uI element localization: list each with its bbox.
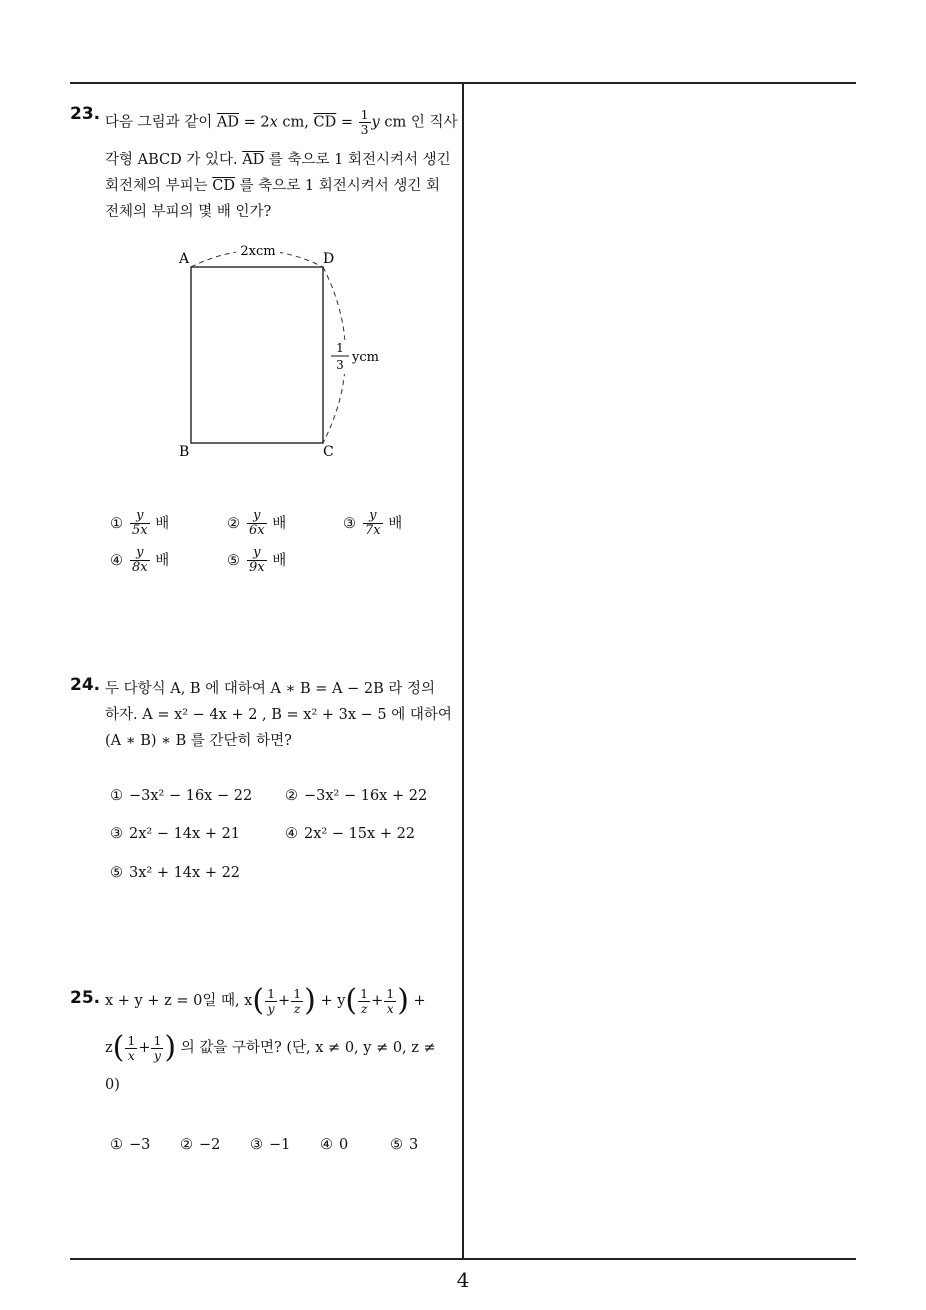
question-25-line-3: 0) (105, 1077, 120, 1093)
dimension-label-side-unit: ycm (352, 350, 379, 365)
q24-choice-2[interactable]: ② −3x² − 16x + 22 (285, 788, 428, 804)
vertex-label-d: D (323, 251, 335, 267)
question-23-line-2: 각형 ABCD 가 있다. $\overline{AD}$ 를 축으로 1 회전시켜서 생긴 (105, 152, 451, 168)
dimension-label-side-numerator: 1 (336, 341, 344, 355)
vertex-label-b: B (179, 444, 190, 460)
q23-choice-4[interactable]: ④ $\frac{y}{8x}$ 배 (110, 545, 170, 576)
q23-choice-1[interactable]: ① $\frac{y}{5x}$ 배 (110, 508, 170, 539)
q25-choice-3[interactable]: ③ −1 (250, 1137, 291, 1153)
question-23-line-4: 전체의 부피의 몇 배 인가? (105, 204, 272, 220)
question-25-line-1: x + y + z = 0일 때, x( $\frac{1}{y}$ + $\frac{1}{z}$ ) + y( $\frac{1}{z}$ + $\frac{1}{x}$ ) + (105, 983, 426, 1018)
q24-choice-4[interactable]: ④ 2x² − 15x + 22 (285, 826, 416, 842)
vertex-label-a: A (179, 251, 190, 267)
question-23-line-3: 회전체의 부피는 $\overline{CD}$ 를 축으로 1 회전시켜서 생긴 회 (105, 178, 440, 194)
q25-choice-2[interactable]: ② −2 (180, 1137, 221, 1153)
question-23-line-1: 다음 그림과 같이 $\overline{AD} = 2x$ cm, $\overline{CD}$ = $\frac{1}{3}$ y cm 인 직사 (105, 107, 458, 137)
rectangle-abcd (191, 267, 323, 443)
bottom-rule (70, 1258, 856, 1260)
q25-choice-4[interactable]: ④ 0 (320, 1137, 349, 1153)
q23-choice-5[interactable]: ⑤ $\frac{y}{9x}$ 배 (227, 545, 287, 576)
rectangle-figure (170, 238, 400, 468)
question-23-number: 23. (70, 104, 101, 124)
q23-choice-3[interactable]: ③ $\frac{y}{7x}$ 배 (343, 508, 403, 539)
dimension-label-top: 2xcm (240, 244, 276, 259)
fraction-one-third: $\frac{1}{3}$ (360, 107, 369, 137)
question-24-line-3: (A ∗ B) ∗ B 를 간단히 하면? (105, 733, 292, 749)
q24-choice-5[interactable]: ⑤ 3x² + 14x + 22 (110, 865, 241, 881)
question-24-line-2: 하자. A = x² − 4x + 2 , B = x² + 3x − 5 에 대하여 (105, 707, 452, 723)
page-number: 4 (456, 1268, 470, 1292)
question-25-number: 25. (70, 988, 101, 1008)
q25-choice-1[interactable]: ① −3 (110, 1137, 151, 1153)
q23-choice-2[interactable]: ② $\frac{y}{6x}$ 배 (227, 508, 287, 539)
q25-choice-5[interactable]: ⑤ 3 (390, 1137, 419, 1153)
question-24-line-1: 두 다항식 A, B 에 대하여 A ∗ B = A − 2B 라 정의 (105, 681, 435, 697)
question-24-number: 24. (70, 675, 101, 695)
question-25-line-2: z( $\frac{1}{x}$ + $\frac{1}{y}$ ) 의 값을 구하면? (단, x ≠ 0, y ≠ 0, z ≠ (105, 1030, 436, 1065)
vertex-label-c: C (323, 444, 334, 460)
column-divider (462, 83, 464, 1259)
q24-choice-1[interactable]: ① −3x² − 16x − 22 (110, 788, 253, 804)
dimension-label-side-denominator: 3 (336, 358, 344, 372)
q24-choice-3[interactable]: ③ 2x² − 14x + 21 (110, 826, 241, 842)
